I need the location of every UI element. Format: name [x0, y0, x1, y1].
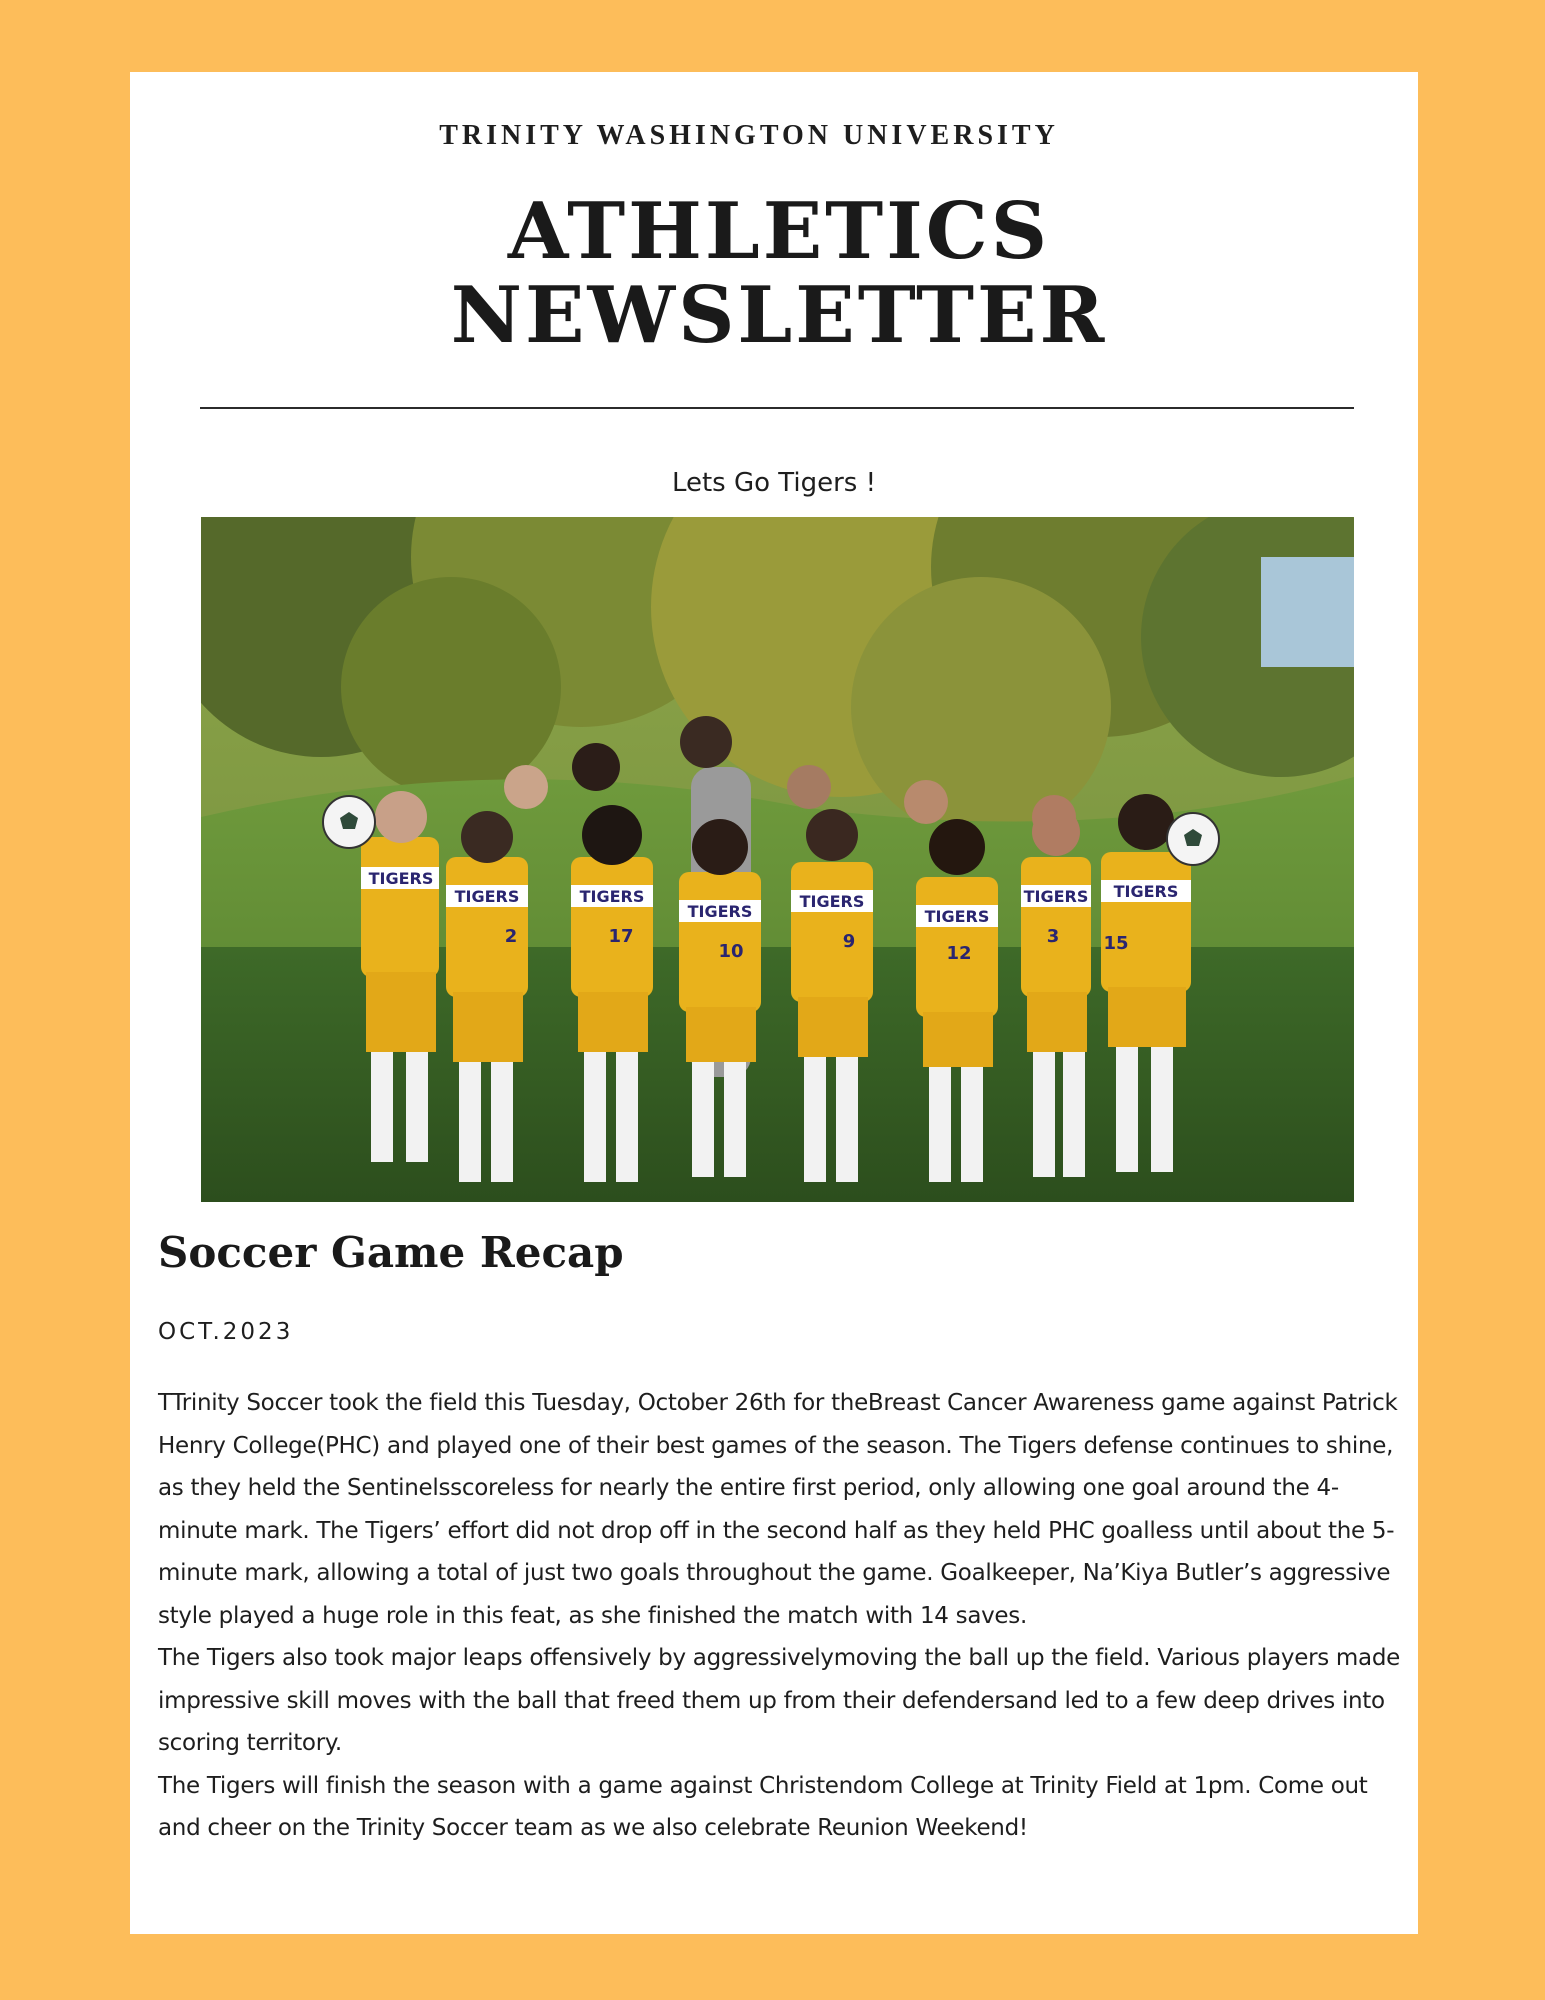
article-body	[158, 1382, 1403, 1850]
header-divider	[200, 407, 1354, 409]
jersey-label-1: TIGERS	[368, 869, 434, 888]
article-paragraph-1: TTrinity Soccer took the field this Tuesday, October 26th for theBreast Cancer Awareness game against Patrick Henry College(PHC) and played one of their best games of the season. The Tigers defense continues to shine, as they held the Sentinelsscoreless for nearly the entire first period, only allowing one goal around the 4-minute mark. The Tigers’ effort did not drop off in the second half as they held PHC goalless until about the 5-minute mark, allowing a total of just two goals throughout the game. Goalkeeper, Na’Kiya Butler’s aggressive style played a huge role in this feat, as she finished the match with 14 saves.	[158, 1390, 1398, 1629]
jersey-number-3: 3	[1046, 926, 1060, 947]
jersey-label-5: TIGERS	[799, 892, 865, 911]
jersey-number-10: 10	[718, 941, 744, 962]
newsletter-page	[130, 72, 1418, 1934]
article-title: Soccer Game Recap	[158, 1228, 624, 1277]
jersey-label-6: TIGERS	[924, 907, 990, 926]
jersey-number-2: 2	[504, 926, 518, 947]
article-paragraph-3: The Tigers will finish the season with a game against Christendom College at Trinity Field at 1pm. Come out and cheer on the Trinity Soccer team as we also celebrate Reunion Weekend!	[158, 1772, 1368, 1841]
jersey-number-15: 15	[1103, 933, 1129, 954]
jersey-label-2: TIGERS	[454, 887, 520, 906]
jersey-number-9: 9	[842, 931, 856, 952]
article-paragraph-2: The Tigers also took major leaps offensively by aggressivelymoving the ball up the field. Various players made impressive skill moves with the ball that freed them up from their defendersand led to a few deep drives into scoring territory.	[158, 1645, 1400, 1756]
jersey-number-17: 17	[608, 926, 634, 947]
jersey-label-8: TIGERS	[1113, 882, 1179, 901]
article-date: OCT.2023	[158, 1319, 294, 1345]
jersey-label-7: TIGERS	[1023, 887, 1089, 906]
title-line-2: NEWSLETTER	[450, 270, 1108, 361]
newsletter-title	[130, 186, 1418, 361]
university-name: TRINITY WASHINGTON UNIVERSITY	[439, 120, 1059, 151]
team-photo	[201, 517, 1354, 1202]
jersey-label-4: TIGERS	[687, 902, 753, 921]
jersey-number-12: 12	[946, 943, 972, 964]
jersey-label-3: TIGERS	[579, 887, 645, 906]
tagline: Lets Go Tigers !	[671, 468, 877, 498]
title-line-1: ATHLETICS	[507, 186, 1051, 277]
